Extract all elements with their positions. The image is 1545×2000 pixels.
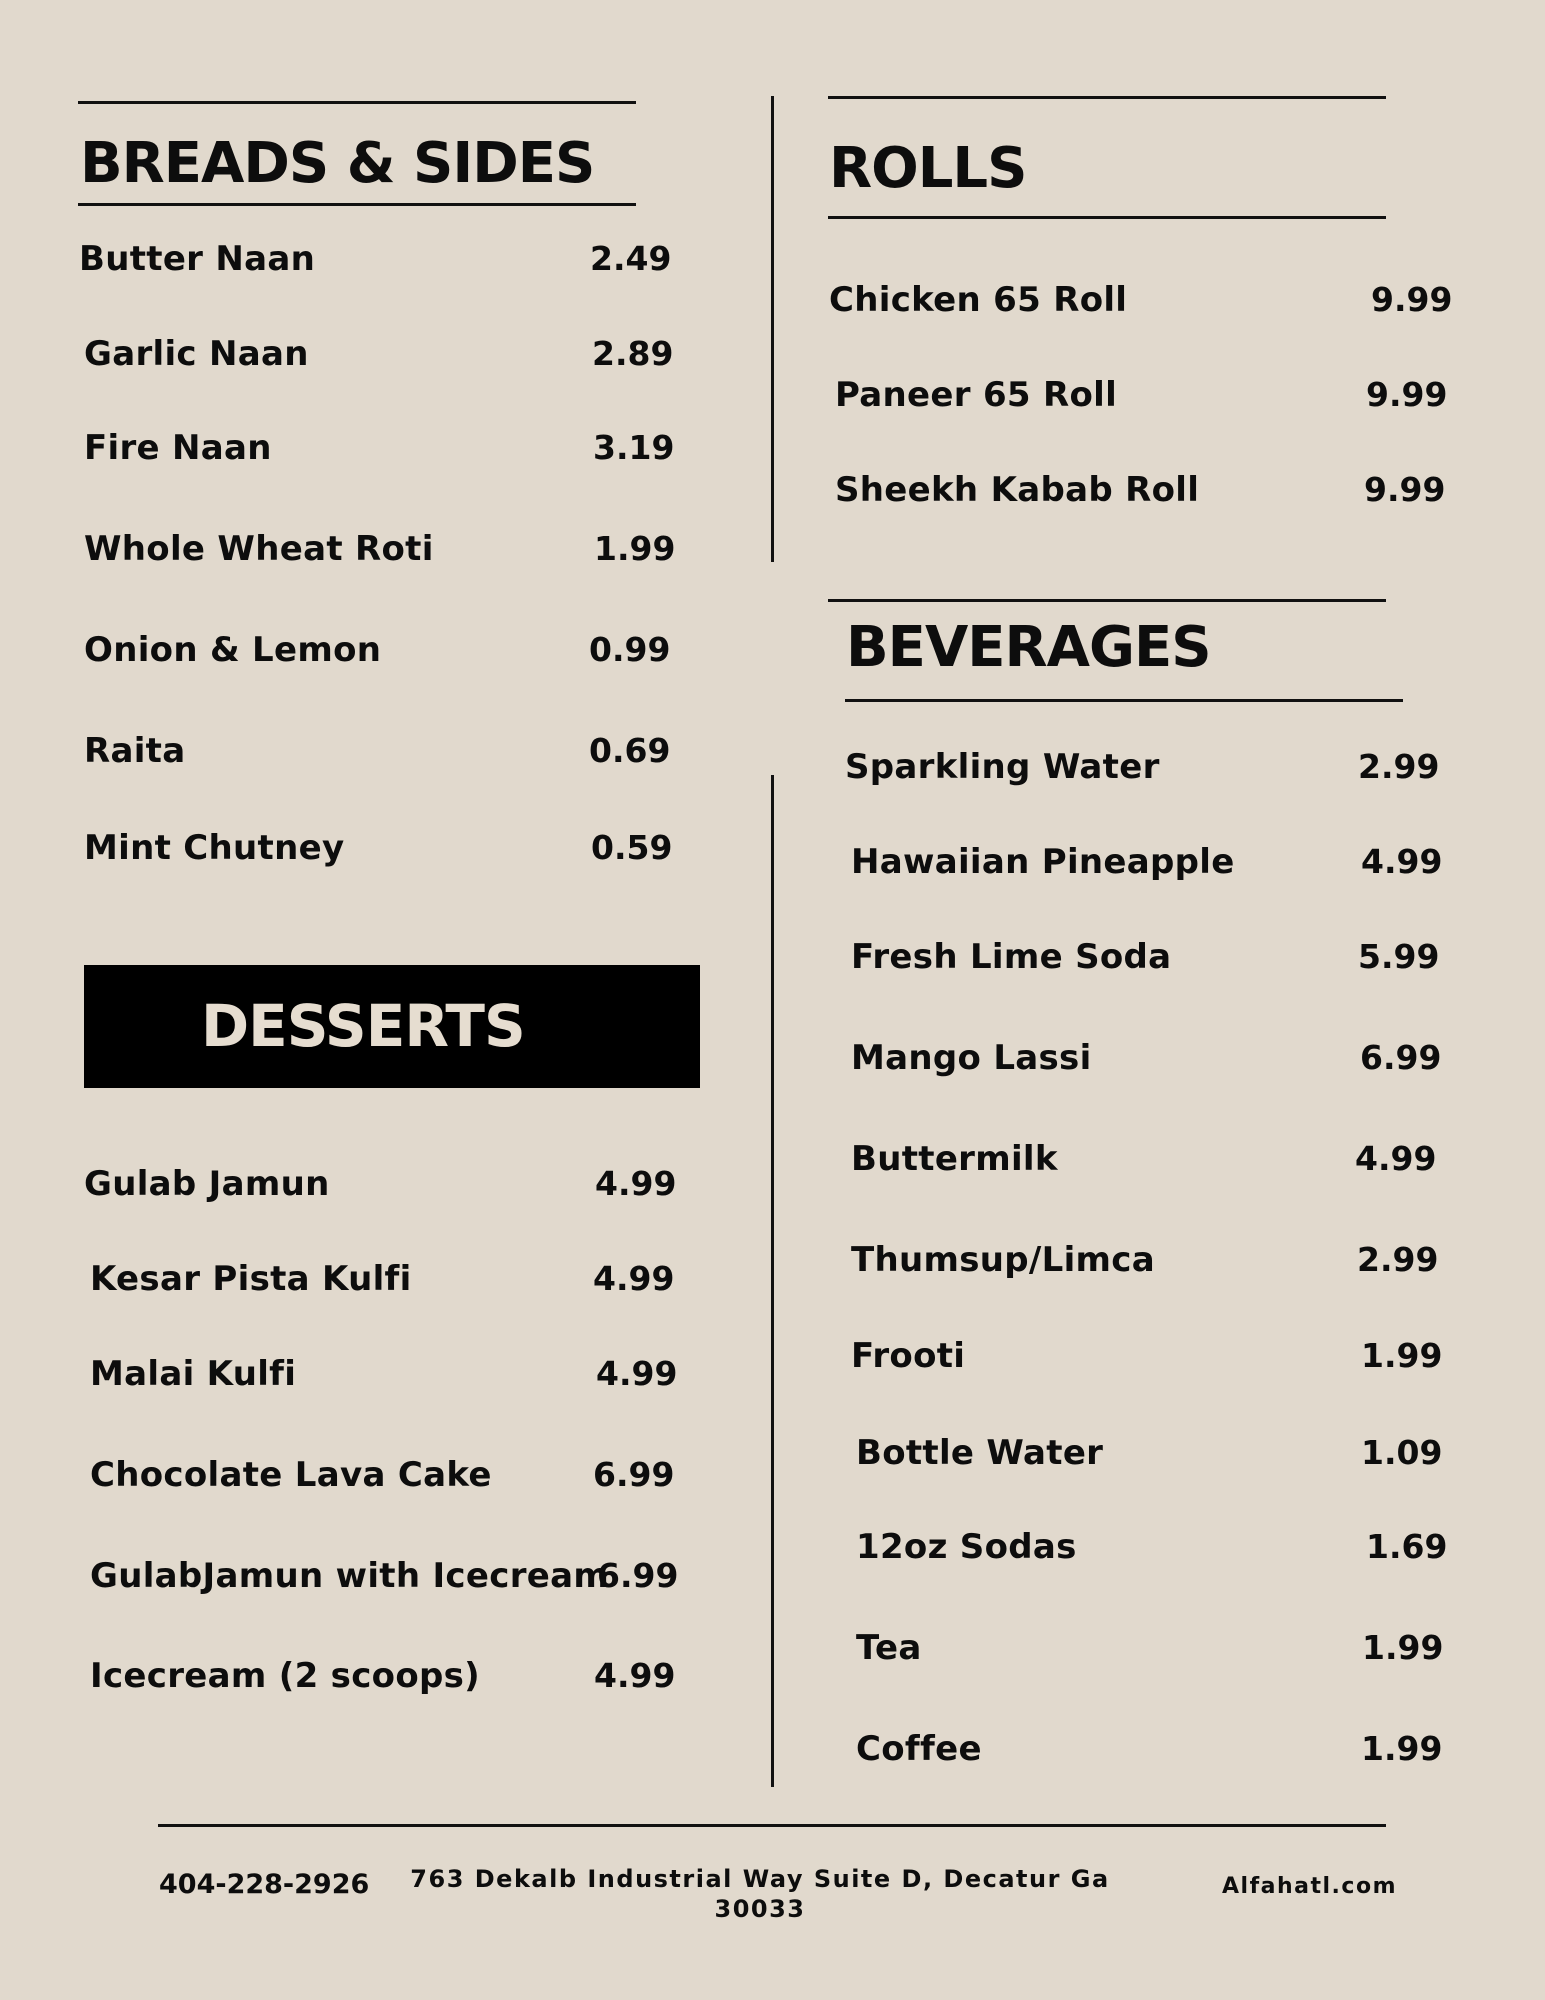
beverage-item-name: Fresh Lime Soda bbox=[851, 937, 1172, 977]
breads-item-name: Garlic Naan bbox=[84, 334, 309, 374]
rolls-bottom-rule bbox=[828, 216, 1386, 219]
beverages-bottom-rule bbox=[845, 699, 1403, 702]
dessert-item-name: Chocolate Lava Cake bbox=[90, 1455, 492, 1495]
roll-item-name: Chicken 65 Roll bbox=[829, 280, 1128, 320]
roll-item-price: 9.99 bbox=[1364, 470, 1446, 509]
beverages-heading: BEVERAGES bbox=[846, 615, 1211, 680]
roll-item-price: 9.99 bbox=[1366, 375, 1448, 414]
beverage-item-price: 1.09 bbox=[1361, 1433, 1443, 1472]
beverage-item-price: 1.99 bbox=[1361, 1336, 1443, 1375]
beverage-item-name: Mango Lassi bbox=[851, 1038, 1092, 1078]
breads-item-name: Fire Naan bbox=[84, 428, 272, 468]
beverage-item-name: Thumsup/Limca bbox=[851, 1240, 1155, 1280]
breads-item-price: 1.99 bbox=[594, 529, 676, 568]
footer-rule bbox=[158, 1824, 1386, 1827]
beverage-item-name: Frooti bbox=[851, 1336, 966, 1376]
footer-address bbox=[410, 1864, 1110, 1924]
breads-item-price: 0.69 bbox=[589, 731, 671, 770]
dessert-item-name: GulabJamun with Icecream bbox=[90, 1556, 610, 1596]
beverage-item-price: 5.99 bbox=[1358, 937, 1440, 976]
breads-bottom-rule bbox=[78, 203, 636, 206]
rolls-heading: ROLLS bbox=[829, 136, 1027, 201]
breads-item-name: Raita bbox=[84, 731, 186, 771]
dessert-item-price: 4.99 bbox=[594, 1656, 676, 1695]
beverages-top-rule bbox=[828, 599, 1386, 602]
dessert-item-price: 6.99 bbox=[593, 1455, 675, 1494]
beverage-item-price: 2.99 bbox=[1357, 1240, 1439, 1279]
dessert-item-name: Icecream (2 scoops) bbox=[90, 1656, 481, 1696]
breads-sides-heading: BREADS & SIDES bbox=[80, 131, 595, 196]
column-divider-upper bbox=[771, 96, 774, 562]
breads-item-name: Whole Wheat Roti bbox=[84, 529, 434, 569]
breads-item-price: 0.99 bbox=[589, 630, 671, 669]
dessert-item-price: 4.99 bbox=[595, 1164, 677, 1203]
beverage-item-name: Sparkling Water bbox=[845, 747, 1160, 787]
breads-item-name: Onion & Lemon bbox=[84, 630, 382, 670]
column-divider-lower bbox=[771, 775, 774, 1787]
beverage-item-price: 1.99 bbox=[1361, 1729, 1443, 1768]
breads-item-name: Mint Chutney bbox=[84, 828, 345, 868]
beverage-item-price: 4.99 bbox=[1355, 1139, 1437, 1178]
dessert-item-price: 4.99 bbox=[596, 1354, 678, 1393]
beverage-item-price: 6.99 bbox=[1360, 1038, 1442, 1077]
roll-item-name: Paneer 65 Roll bbox=[835, 375, 1118, 415]
beverage-item-name: Hawaiian Pineapple bbox=[851, 842, 1235, 882]
beverage-item-price: 1.69 bbox=[1366, 1527, 1448, 1566]
desserts-heading: DESSERTS bbox=[201, 992, 525, 1060]
beverage-item-name: Coffee bbox=[856, 1729, 982, 1769]
footer-address-line2: 30033 bbox=[714, 1895, 806, 1923]
dessert-item-name: Malai Kulfi bbox=[90, 1354, 297, 1394]
footer-website: Alfahatl.com bbox=[1222, 1874, 1397, 1899]
beverage-item-price: 1.99 bbox=[1362, 1628, 1444, 1667]
beverage-item-name: 12oz Sodas bbox=[856, 1527, 1077, 1567]
rolls-top-rule bbox=[828, 96, 1386, 99]
beverage-item-price: 2.99 bbox=[1358, 747, 1440, 786]
beverage-item-name: Tea bbox=[856, 1628, 922, 1668]
dessert-item-price: 4.99 bbox=[593, 1259, 675, 1298]
dessert-item-name: Gulab Jamun bbox=[84, 1164, 330, 1204]
beverage-item-price: 4.99 bbox=[1361, 842, 1443, 881]
breads-item-price: 2.49 bbox=[590, 239, 672, 278]
breads-item-name: Butter Naan bbox=[79, 239, 316, 279]
dessert-item-price: 6.99 bbox=[597, 1556, 679, 1595]
beverage-item-name: Buttermilk bbox=[851, 1139, 1058, 1179]
roll-item-price: 9.99 bbox=[1371, 280, 1453, 319]
breads-item-price: 0.59 bbox=[591, 828, 673, 867]
roll-item-name: Sheekh Kabab Roll bbox=[835, 470, 1200, 510]
breads-top-rule bbox=[78, 101, 636, 104]
footer-phone: 404-228-2926 bbox=[159, 1869, 370, 1900]
breads-item-price: 3.19 bbox=[593, 428, 675, 467]
desserts-banner bbox=[84, 965, 700, 1088]
beverage-item-name: Bottle Water bbox=[856, 1433, 1104, 1473]
breads-item-price: 2.89 bbox=[592, 334, 674, 373]
footer-address-line1: 763 Dekalb Industrial Way Suite D, Decatur Ga bbox=[410, 1865, 1110, 1893]
dessert-item-name: Kesar Pista Kulfi bbox=[90, 1259, 412, 1299]
